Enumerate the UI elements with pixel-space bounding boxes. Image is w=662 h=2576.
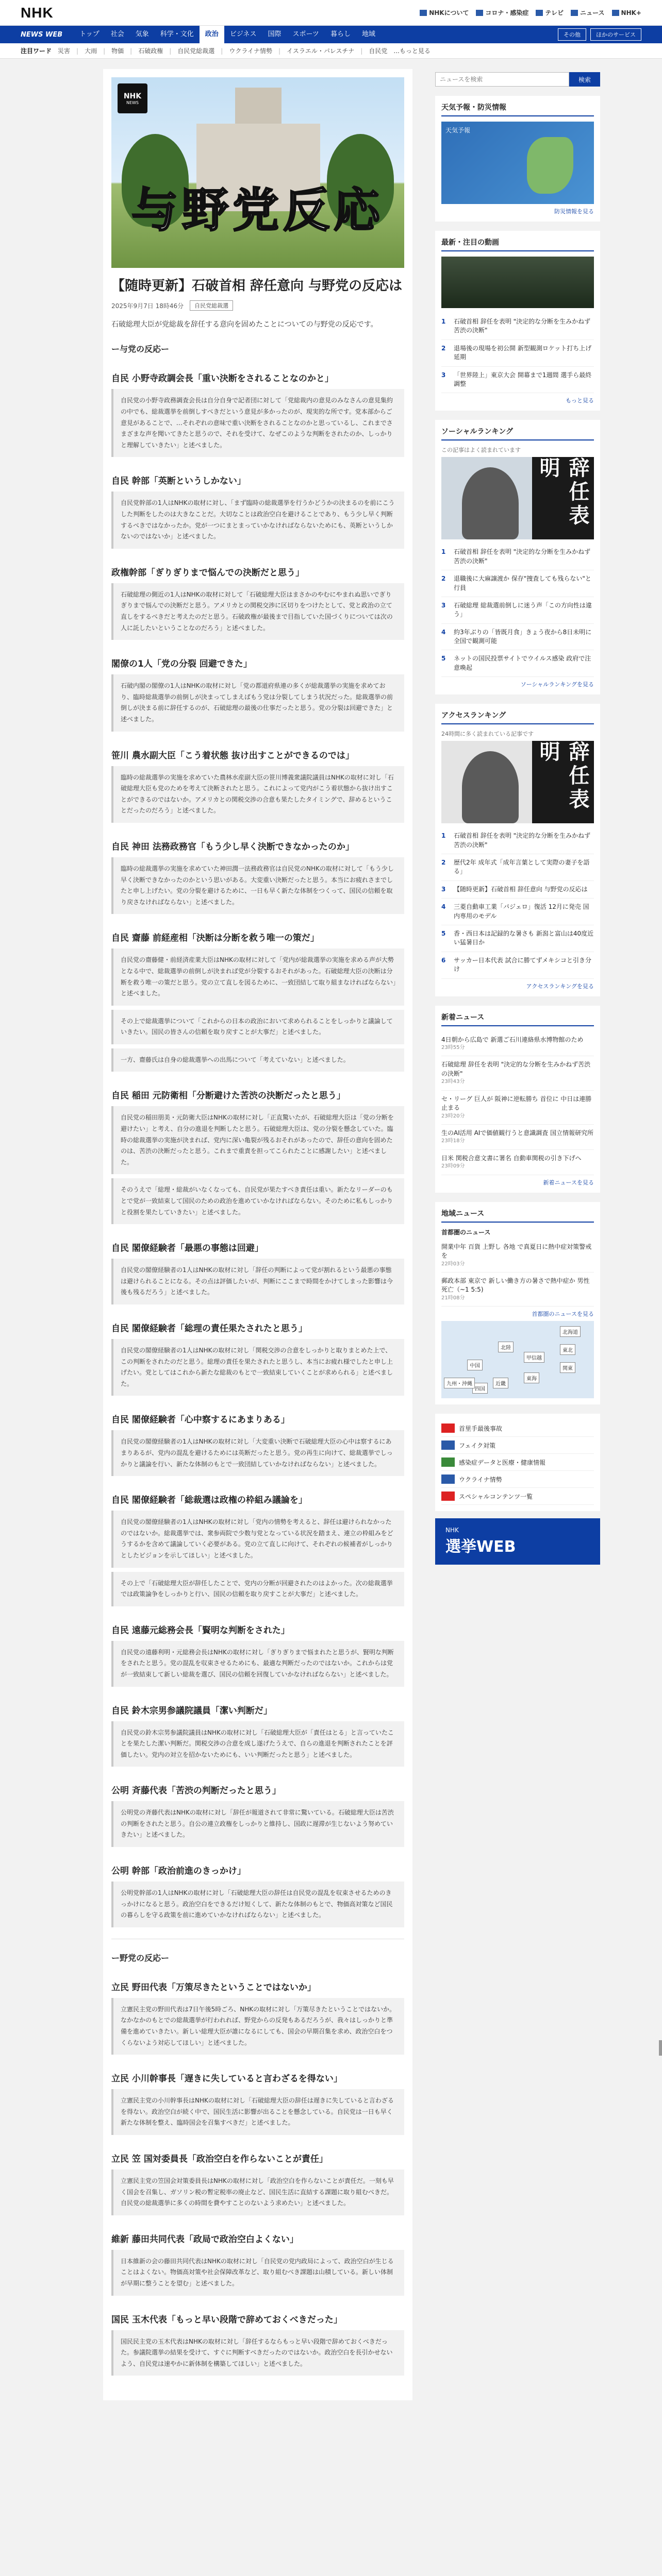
- article-lead: 石破総理大臣が党総裁を辞任する意向を固めたことについての与野党の反応です。: [111, 320, 378, 329]
- weather-more-link[interactable]: 防災情報を見る: [554, 208, 594, 215]
- special-link[interactable]: [441, 1488, 594, 1505]
- link-icon: [476, 10, 483, 16]
- news-time: 21時08分: [441, 1295, 465, 1301]
- quote-heading: 自民 鈴木宗男参議院議員「潔い判断だ」: [111, 1705, 272, 1716]
- rank-number: 5: [441, 655, 446, 663]
- quote-body: 自民党の齋藤健・前経済産業大臣はNHKの取材に対して「党内が総裁選挙の実施を求める声が大勢となる中で、総裁選挙の前倒しが決まれば党が分裂するおそれがあった。石破総理大臣の決断は分断を救う唯一の策だと思う。党の立て直しを図るために、一致団結して取り組まなければならない」と述べました。: [111, 948, 404, 1005]
- nav-item[interactable]: 暮らし: [330, 30, 351, 38]
- quote-heading: 笹川 農水副大臣「こう着状態 抜け出すことができるのでは」: [111, 750, 354, 761]
- topic-item[interactable]: 大雨: [85, 47, 97, 55]
- link-thumbnail-icon: [441, 1440, 455, 1450]
- quote-body: その上で「石破総理大臣が辞任したことで、党内の分断が回避されたのはよかった。次の総裁選挙では政策論争をしっかりと行い、国民の信頼を取り戻すことが大事だ」と述べました。: [111, 1572, 404, 1606]
- scrollbar-thumb[interactable]: [659, 2040, 662, 2056]
- nav-button[interactable]: その他: [558, 28, 586, 41]
- video-thumbnail[interactable]: [441, 257, 594, 308]
- local-news-title: 地域ニュース: [441, 1208, 594, 1223]
- article-tag[interactable]: 自民党総裁選: [190, 300, 233, 311]
- quote-heading: 閣僚の1人「党の分裂 回避できた」: [111, 659, 252, 670]
- ranking-item[interactable]: [441, 597, 594, 624]
- quote-body: そのうえで「総理・総裁がいなくなっても、自民党が果たすべき責任は重い。新たなリーダーのもとで党が一致結束して国民のための政治を進めていかなければならない。そのために私もしっかりと役割を果たしていきたい」と述べました。: [111, 1178, 404, 1224]
- nav-item-active[interactable]: 政治: [200, 26, 224, 43]
- quote-body: 自民党の閣僚経験者の1人はNHKの取材に対し「大変重い決断で石破総理大臣の心中は察するにあまりあるが、党内の混乱を避けるためには英断だったと思う。党の再生に向けて、総裁選挙でしっかりと議論を行い、新たな体制のもとで一致団結していかなければならない」と述べました。: [111, 1430, 404, 1476]
- news-web-brand[interactable]: NEWS WEB: [21, 30, 63, 39]
- quote-body: 立憲民主党の小川幹事長はNHKの取材に対し「石破総理大臣の辞任は遅きに失していると言わざるを得ない。政治空白が続く中で、国民生活に影響が出ることを懸念している。自民党は一日も早く新たな体制を整え、臨時国会を召集すべきだ」と述べました。: [111, 2089, 404, 2135]
- quote-body: 臨時の総裁選挙の実施を求めていた神田潤一法務政務官は自民党のNHKの取材に対して「もう少し早く決断できなかったのかという思いがある。大変重い決断だったと思う。本当にお疲れさまでしたと申し上げたい。党の分裂を避けるために、一日も早く新たな体制をつくって、国民の信頼を取り戻さなければならない」と述べました。: [111, 857, 404, 914]
- ruling-party-quotes: [111, 366, 404, 1927]
- news-item[interactable]: [441, 1031, 594, 1057]
- special-links-box: [435, 1414, 600, 1511]
- ranking-item[interactable]: [441, 854, 594, 881]
- top-link[interactable]: テレビ: [536, 8, 564, 17]
- topic-item[interactable]: イスラエル・パレスチナ: [287, 47, 355, 55]
- link-label: スペシャルコンテンツ一覧: [459, 1493, 533, 1500]
- region-button[interactable]: 東北: [560, 1344, 575, 1355]
- rank-title: 「世界陸上」東京大会 開幕まで1週間 選手ら最終調整: [454, 371, 592, 387]
- rank-title: 石破首相 辞任を表明 "決定的な分断を生みかねず苦渋の決断": [454, 548, 591, 565]
- top-link[interactable]: ニュース: [571, 8, 604, 17]
- quote-body: 公明党幹部の1人はNHKの取材に対し「石破総理大臣の辞任は自民党の混乱を収束させるためのきっかけになると思う。政治空白をできるだけ短くして、新たな体制のもとで、物価高対策など国民の暮らしを守る政策を前に進めていかなければならない」と述べました。: [111, 1882, 404, 1927]
- quote-heading: 自民 神田 法務政務官「もう少し早く決断できなかったのか」: [111, 841, 354, 852]
- special-link[interactable]: [441, 1420, 594, 1437]
- ranking-item[interactable]: [441, 925, 594, 952]
- link-thumbnail-icon: [441, 1492, 455, 1501]
- quote-heading: 立民 笠 国対委員長「政治空白を作らないことが責任」: [111, 2154, 328, 2165]
- rank-number: 3: [441, 601, 446, 609]
- topic-item[interactable]: 自民党: [369, 47, 388, 55]
- quote-heading: 自民 閣僚経験者「最悪の事態は回避」: [111, 1243, 263, 1254]
- quote-body: 自民党の閣僚経験者の1人はNHKの取材に対し「党内の情勢を考えると、辞任は避けられなかったのではないか。総裁選挙では、衆参両院で少数与党となっている状況を踏まえ、連立の枠組みをどうするかを含めて議論していく必要がある。党の立て直しに向けて、それぞれの候補者がしっかりとしたビジョンを示してほしい」と述べました。: [111, 1511, 404, 1567]
- section-heading: ー与党の反応ー: [111, 344, 170, 354]
- news-icon: [571, 10, 578, 16]
- rank-number: 2: [441, 859, 446, 867]
- special-link[interactable]: [441, 1471, 594, 1488]
- content-wrap: [0, 59, 662, 2400]
- weather-title: 天気予報・防災情報: [441, 102, 594, 116]
- quote-body: 立憲民主党の笠国会対策委員長はNHKの取材に対し「政治空白を作らないことが責任だ。一刻も早く国会を召集し、ガソリン税の暫定税率の廃止など、国民生活に直結する課題に取り組むべきだ。自民党の総裁選挙に多くの時間を費やすことのないよう求めたい」と述べました。: [111, 2170, 404, 2215]
- link-icon: [420, 10, 427, 16]
- topic-item[interactable]: 自民党総裁選: [177, 47, 215, 55]
- region-button[interactable]: 四国: [472, 1383, 488, 1394]
- quote-body: 日本維新の会の藤田共同代表はNHKの取材に対し「自民党の党内政局によって、政治空白が生じることはよくない。物価高対策や社会保障改革など、取り組むべき課題は山積している。新しい体制が早期に整うことを望む」と述べました。: [111, 2250, 404, 2296]
- rank-title: ネットの国民投票サイトでウイルス感染 政府で注意喚起: [454, 655, 591, 671]
- rank-number: 4: [441, 903, 446, 911]
- nhk-logo[interactable]: NHK: [21, 4, 54, 21]
- link-thumbnail-icon: [441, 1423, 455, 1433]
- ranking-item[interactable]: [441, 340, 594, 367]
- news-item[interactable]: [441, 1091, 594, 1125]
- news-item[interactable]: [441, 1273, 594, 1307]
- main-nav: [0, 26, 662, 43]
- quote-body: 石破総理の側近の1人はNHKの取材に対して「石破総理大臣はまさかのやむにやまれぬ思いでぎりぎりまで悩んでの決断だと思う。アメリカとの関税交渉に区切りをつけたとして、党と政治の立て直しをするべきだと考えたのだと思う。石破政権が最後まで目指していた国づくりについては次の人に託したいということなのだろう」と述べました。: [111, 583, 404, 640]
- quote-heading: 維新 藤田共同代表「政局で政治空白よくない」: [111, 2234, 299, 2245]
- quote-heading: 自民 閣僚経験者「心中察するにあまりある」: [111, 1415, 290, 1426]
- social-ranking-box: ソーシャルランキング この記事はよく読まれています 辞任表明 1 石破首相 辞任を表明 "決定的な分断を生みかねず苦渋の決断" 2 退職後に大麻譲渡か 保存"捜査しても残らない"と行員 3 石破総理 総裁選前倒しに迷う声「この方向性は違う」 4 約3年ぶりの「皆既月食」きょう夜から8日未明に全国で観測可能 5 ネットの国民投票サイトでウイルス感染 政府で注意喚起 ソーシャルランキングを見る: [435, 420, 600, 694]
- nhkplus-icon: [612, 10, 619, 16]
- rank-title: 石破総理 総裁選前倒しに迷う声「この方向性は違う」: [454, 601, 592, 618]
- news-item[interactable]: [441, 1125, 594, 1150]
- nav-item[interactable]: 地域: [361, 30, 375, 38]
- link-label: 感染症データと医療・健康情報: [459, 1459, 546, 1466]
- news-item[interactable]: [441, 1239, 594, 1273]
- access-more-link[interactable]: アクセスランキングを見る: [526, 982, 594, 990]
- rank-number: 3: [441, 371, 446, 379]
- election-web-banner[interactable]: NHK 選挙WEB: [435, 1518, 600, 1565]
- ranking-item[interactable]: [441, 367, 594, 394]
- rank-title: 歴代2年 成年式「成年言葉として実際の妻子を語る」: [454, 859, 590, 875]
- local-more-link[interactable]: 首都圏のニュースを見る: [532, 1311, 594, 1318]
- rank-title: 三菱自動車工業「パジェロ」復活 12月に発売 国内専用のモデル: [454, 903, 589, 920]
- link-label: フェイク対策: [459, 1442, 496, 1449]
- special-link[interactable]: [441, 1437, 594, 1454]
- nav-item[interactable]: ビジネス: [229, 30, 257, 38]
- ranking-photo[interactable]: 辞任表明: [441, 741, 594, 823]
- rank-number: 5: [441, 929, 446, 937]
- social-more-link[interactable]: ソーシャルランキングを見る: [520, 681, 594, 688]
- topic-item[interactable]: ウクライナ情勢: [229, 47, 272, 55]
- special-link[interactable]: [441, 1454, 594, 1471]
- topic-label: 注目ワード: [21, 47, 52, 55]
- opposition-quotes: [111, 1975, 404, 2376]
- ranking-item[interactable]: [441, 952, 594, 979]
- nav-item[interactable]: 気象: [135, 30, 149, 38]
- link-label: ウクライナ情勢: [459, 1476, 502, 1483]
- search-input[interactable]: [435, 72, 569, 87]
- rank-title: 退場後の現場を初公開 新型観測ロケット打ち上げ延期: [454, 344, 592, 361]
- news-title: セ・リーグ 巨人が 阪神に逆転勝ち 首位に 中日は連勝止まる: [441, 1095, 592, 1112]
- search-button[interactable]: 検索: [569, 72, 600, 87]
- region-button[interactable]: 北海道: [560, 1326, 581, 1337]
- sidebar: [435, 69, 600, 2400]
- region-button[interactable]: 関東: [560, 1362, 575, 1373]
- ranking-item[interactable]: [441, 570, 594, 597]
- popular-box: [435, 231, 600, 411]
- nav-item[interactable]: 社会: [110, 30, 124, 38]
- popular-title: 最新・注目の動画: [441, 237, 594, 251]
- rank-number: 2: [441, 575, 446, 583]
- quote-body: 臨時の総裁選挙の実施を求めていた農林水産副大臣の笹川博義衆議院議員はNHKの取材に対し「石破総理大臣も党のためを考えて決断されたと思う。これによって党内がこう着状態から抜け出すことができるのではないか。アメリカとの関税交渉の合意も果たしたタイミングで、辞めるということだったのだろう」と述べました。: [111, 766, 404, 823]
- region-button[interactable]: 中国: [467, 1360, 483, 1370]
- rank-number: 6: [441, 956, 446, 964]
- news-time: 23時09分: [441, 1163, 465, 1170]
- quote-heading: 自民 小野寺政調会長「重い決断をされることなのかと」: [111, 374, 334, 384]
- top-bar: [0, 0, 662, 26]
- rank-title: 香・西日本は記録的な暑さも 新潟と富山は40度近い猛暑日か: [454, 929, 594, 946]
- quote-heading: 公明 幹部「政治前進のきっかけ」: [111, 1866, 246, 1877]
- search-box: [435, 72, 600, 87]
- quote-body: 自民党の閣僚経験者の1人はNHKの取材に対し「関税交渉の合意をしっかりと取りまとめた上で、この判断をされたのだと思う。総理の責任を果たされたと思うし、本当にお疲れ様でしたと申し上げたい。党としてはこれから新たな総裁のもとで一致結束していくことが求められる」と述べました。: [111, 1339, 404, 1396]
- nav-item[interactable]: 科学・文化: [160, 30, 194, 38]
- news-title: 生のAI活用 AIで価値観行うと意識調査 国立情報研究所: [441, 1129, 594, 1137]
- latest-news-box: [435, 1006, 600, 1193]
- nav-item[interactable]: スポーツ: [292, 30, 319, 38]
- rank-number: 2: [441, 344, 446, 352]
- news-item[interactable]: [441, 1150, 594, 1175]
- section-heading: ー野党の反応ー: [111, 1953, 170, 1963]
- top-link[interactable]: NHK+: [612, 8, 641, 17]
- news-title: 日米 関税合意文書に署名 自動車関税の引き下げへ: [441, 1154, 582, 1162]
- quote-body: 立憲民主党の野田代表は7日午後5時ごろ、NHKの取材に対し「万策尽きたということではないか。なかなかのもとでの総裁選挙が行われれば、野党からの反発もあるだろうが、我々はしっかりと準備を進めていきたい。新しい総理大臣が誰になるにしても、国会の早期召集を求め、政治空白をつくらないよう対応してほしい」と述べました。: [111, 1998, 404, 2055]
- quote-heading: 立民 小川幹事長「遅きに失していると言わざるを得ない」: [111, 2074, 342, 2084]
- region-button[interactable]: 近畿: [493, 1378, 508, 1388]
- article: [103, 69, 412, 2400]
- top-link[interactable]: コロナ・感染症: [476, 8, 528, 17]
- access-ranking-box: アクセスランキング 24時間に多く読まれている記事です 辞任表明 1 石破首相 辞任を表明 "決定的な分断を生みかねず苦渋の決断" 2 歴代2年 成年式「成年言葉として実際の妻子を語る」 3 【随時更新】石破首相 辞任意向 与野党の反応は 4 三菱自動車工業「パジェロ」復活 12月に発売 国内専用のモデル 5 香・西日本は記録的な暑さも 新潟と富山は40度近い猛暑日か 6 サッカー日本代表 試合に勝てずメキシコと引き分け アクセスランキングを見る: [435, 704, 600, 996]
- quote-heading: 国民 玉木代表「もっと早い段階で辞めておくべきだった」: [111, 2314, 342, 2325]
- rank-title: 退職後に大麻譲渡か 保存"捜査しても残らない"と行員: [454, 575, 591, 591]
- ranking-item[interactable]: [441, 544, 594, 570]
- rank-title: 約3年ぶりの「皆既月食」きょう夜から8日未明に全国で観測可能: [454, 628, 592, 645]
- article-meta: [111, 300, 404, 311]
- region-button[interactable]: 北陸: [498, 1342, 514, 1352]
- quote-body: 一方、齋藤氏は自身の総裁選挙への出馬について「考えていない」と述べました。: [111, 1048, 404, 1072]
- news-title: 4日朝から広島で 新選ご石川連絡県水博物館のため: [441, 1036, 584, 1043]
- ranking-photo[interactable]: 辞任表明: [441, 457, 594, 539]
- rank-number: 1: [441, 548, 446, 556]
- quote-heading: 立民 野田代表「万策尽きたということではないか」: [111, 1982, 316, 1993]
- quote-body: 国民民主党の玉木代表はNHKの取材に対し「辞任するならもっと早い段階で辞めておくべきだった。参議院選挙の結果を受けて、すぐに判断すべきだったのではないか。政治空白を長引かせないよう、自民党は速やかに新体制を構築してほしい」と述べました。: [111, 2330, 404, 2376]
- ranking-item[interactable]: [441, 650, 594, 677]
- nav-item[interactable]: 国際: [268, 30, 282, 38]
- popular-more-link[interactable]: もっと見る: [566, 397, 594, 404]
- rank-title: 石破首相 辞任を表明 "決定的な分断を生みかねず苦渋の決断": [454, 832, 591, 849]
- access-ranking-title: アクセスランキング: [441, 710, 594, 724]
- nhk-news-logo: NHK NEWS: [118, 83, 147, 113]
- rank-number: 4: [441, 628, 446, 636]
- region-map: [441, 1321, 594, 1398]
- local-region: 首都圏のニュース: [441, 1228, 491, 1236]
- quote-heading: 自民 遠藤元総務会長「賢明な判断をされた」: [111, 1625, 290, 1636]
- latest-news-title: 新着ニュース: [441, 1012, 594, 1026]
- news-title: 開業中年 百貨 上野し 各地 で真夏日に熱中症対策警戒を: [441, 1243, 592, 1260]
- ranking-item[interactable]: [441, 313, 594, 340]
- article-title: 【随時更新】石破首相 辞任意向 与野党の反応は: [111, 278, 403, 294]
- quote-body: 自民党幹部の1人はNHKの取材に対し、「まず臨時の総裁選挙を行うかどうかの決まるのを前にこうした判断をしたのは大きなことだ。大切なことは政治空白を避けることであり、もう少し早く判断するべきではなかったか。党が一つにまとまっていかなければならないためにも、英断というしかないのではないか」と述べました。: [111, 492, 404, 548]
- quote-body: 自民党の稲田朋美・元防衛大臣はNHKの取材に対し「正直驚いたが、石破総理大臣は「党の分断を避けたい」と考え、自分の進退を判断したと思う。石破総理大臣は、党の分裂を懸念していた。臨時の総裁選挙の実施が決まれば、党内に深い亀裂が残るおそれがあったので、辞任の意向を固めたのは、苦渋の決断だったと思う。これまで重責を担ってこられたことに感謝したい」と述べました。: [111, 1106, 404, 1174]
- rank-title: サッカー日本代表 試合に勝てずメキシコと引き分け: [454, 956, 591, 973]
- ranking-item[interactable]: [441, 881, 594, 899]
- news-time: 23時20分: [441, 1113, 465, 1119]
- quote-heading: 自民 幹部「英断というしかない」: [111, 476, 246, 487]
- news-title: 石破総理 辞任を表明 "決定的な分断を生みかねず苦渋の決断": [441, 1061, 591, 1077]
- weather-box: [435, 96, 600, 222]
- topic-item[interactable]: 災害: [58, 47, 71, 55]
- news-time: 23時55分: [441, 1044, 465, 1050]
- hero-image: [111, 77, 404, 268]
- link-thumbnail-icon: [441, 1475, 455, 1484]
- news-time: 23時43分: [441, 1079, 465, 1085]
- ranking-item[interactable]: [441, 827, 594, 854]
- link-thumbnail-icon: [441, 1458, 455, 1467]
- nav-item[interactable]: トップ: [79, 30, 100, 38]
- top-links: [420, 8, 641, 17]
- weather-map[interactable]: 天気予報: [441, 122, 594, 204]
- quote-body: 自民党の遠藤利明・元総務会長はNHKの取材に対し「ぎりぎりまで悩まれたと思うが、賢明な判断をされたと思う。党の混乱を収束させるためにも、最適な判断だったのではないか。これからは党が一致結束して新しい総裁を選び、国民の信頼を回復していかなければならない」と述べました。: [111, 1641, 404, 1687]
- nav-button[interactable]: ほかのサービス: [590, 28, 641, 41]
- article-date: 2025年9月7日 18時46分: [111, 302, 184, 310]
- quote-heading: 自民 閣僚経験者「総裁選は政権の枠組み議論を」: [111, 1495, 307, 1506]
- rank-number: 3: [441, 885, 446, 893]
- social-ranking-title: ソーシャルランキング: [441, 426, 594, 440]
- quote-body: 自民党の小野寺政務調査会長は自分自身で記者団に対して「党総裁内の意見のみなさんの意見集約の中でも、総裁選挙を前倒しすべきだという意見が多かったのが、現実的な所です。党本部からご意見があることで、…それぞれの意味で重い決断をされることなのかと思っているし、これまでさまざまな声を聞いてきたと思うので、それを受けて、なぜこのような判断をされたのか、しっかりと理解していきたい」と述べました。: [111, 389, 404, 457]
- quote-body: 自民党の鈴木宗男参議院議員はNHKの取材に対し「石破総理大臣が「責任はとる」と言っていたことを果たした潔い判断だ。関税交渉の合意を成し遂げたうえで、自らの進退を判断されたことを評価したい。党内の対立を招かないためにも、いい判断だったと思う」と述べました。: [111, 1721, 404, 1767]
- news-title: 郵政本部 東京で 新しい働き方の暑さで熱中症か 男性死亡（~1 5:5): [441, 1277, 590, 1294]
- local-news-box: [435, 1202, 600, 1405]
- quote-heading: 公明 斉藤代表「苦渋の判断だったと思う」: [111, 1786, 281, 1797]
- quote-body: 公明党の斉藤代表はNHKの取材に対し「辞任が報道されて非常に驚いている。石破総理大臣は苦渋の判断をされたと思う。自公の連立政権をしっかりと維持し、国政に遅滞が生じないよう努めていきたい」と述べました。: [111, 1801, 404, 1847]
- quote-heading: 自民 稲田 元防衛相「分断避けた苦渋の決断だったと思う」: [111, 1091, 345, 1101]
- more-topics-link[interactable]: ...もっと見る: [393, 47, 431, 55]
- region-button[interactable]: 甲信越: [524, 1352, 544, 1363]
- quote-heading: 政権幹部「ぎりぎりまで悩んでの決断だと思う」: [111, 567, 304, 578]
- quote-heading: 自民 閣僚経験者「総理の責任果たされたと思う」: [111, 1324, 307, 1334]
- quote-body: その上で総裁選挙について「これからの日本の政治において求められることをしっかりと議論していきたい。国民の皆さんの信頼を取り戻すことが大事だ」と述べました。: [111, 1010, 404, 1044]
- topic-item[interactable]: 物価: [111, 47, 124, 55]
- tv-icon: [536, 10, 543, 16]
- region-button[interactable]: 九州・沖縄: [444, 1378, 475, 1388]
- topic-bar: 注目ワード 災害 | 大雨 | 物価 | 石破政権 | 自民党総裁選 | ウクライナ情勢 | イスラエル・パレスチナ | 自民党 ...もっと見る: [0, 43, 662, 59]
- rank-number: 1: [441, 832, 446, 840]
- ranking-item[interactable]: [441, 624, 594, 651]
- link-label: 首里手最後事故: [459, 1425, 503, 1432]
- region-button[interactable]: 東海: [524, 1372, 539, 1383]
- rank-title: 【随時更新】石破首相 辞任意向 与野党の反応は: [454, 885, 588, 893]
- quote-heading: 自民 齋藤 前経産相「決断は分断を救う唯一の策だ」: [111, 933, 319, 944]
- ranking-item[interactable]: [441, 899, 594, 925]
- latest-more-link[interactable]: 新着ニュースを見る: [543, 1179, 594, 1186]
- rank-number: 1: [441, 318, 446, 325]
- news-time: 23時18分: [441, 1138, 465, 1144]
- hero-banner-text: 与野党反応: [131, 183, 384, 238]
- topic-item[interactable]: 石破政権: [138, 47, 163, 55]
- rank-title: 石破首相 辞任を表明 "決定的な分断を生みかねず苦渋の決断": [454, 318, 591, 334]
- news-time: 22時03分: [441, 1261, 465, 1267]
- quote-body: 石破内閣の閣僚の1人はNHKの取材に対し「党の都道府県連の多くが総裁選挙の実施を求めており、臨時総裁選挙の前倒しが決まってしまえばもう党は分裂してしまう状況だった。総裁選挙の前倒しが決まる前に辞任するのが、石破総理の最後の仕事だったと思う。党の分裂は回避できた」と述べました。: [111, 674, 404, 731]
- news-item[interactable]: [441, 1056, 594, 1090]
- quote-body: 自民党の閣僚経験者の1人はNHKの取材に対し「辞任の判断によって党が割れるという最悪の事態は避けられることになる。その点は評価したいが、判断にここまで時間をかけてしまった影響は今後も残るだろう」と述べました。: [111, 1259, 404, 1304]
- top-link[interactable]: NHKについて: [420, 8, 469, 17]
